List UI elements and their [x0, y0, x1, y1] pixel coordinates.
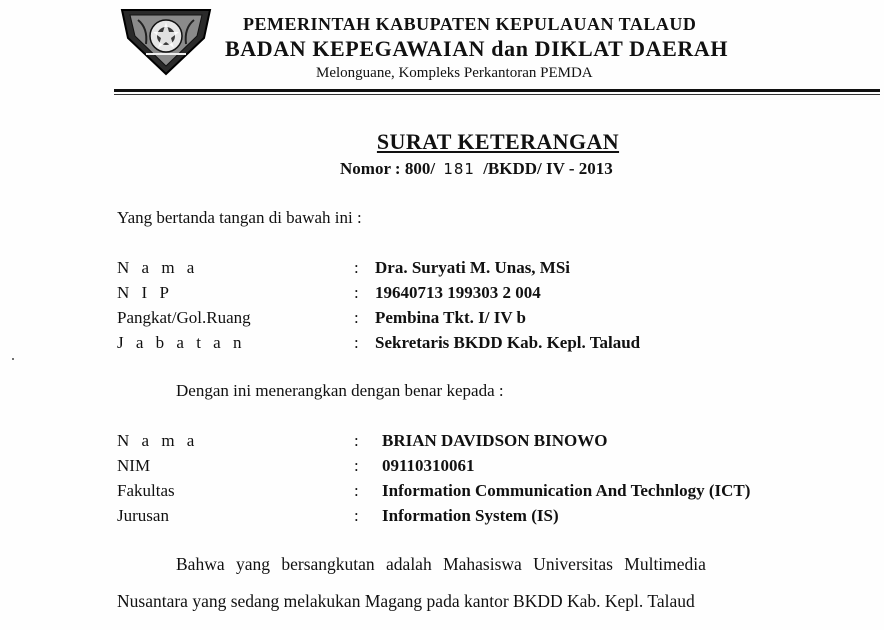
colon-separator: : — [354, 333, 359, 352]
signatory-label-name: N a m a — [117, 258, 199, 277]
body-paragraph-line-1: Bahwa yang bersangkutan adalah Mahasiswa Universitas Multimedia — [176, 554, 706, 574]
colon-separator: : — [354, 308, 359, 327]
subject-value-faculty: Information Communication And Technlogy (ICT) — [382, 481, 751, 500]
subject-label-nim: NIM — [117, 456, 151, 475]
document-number-handwritten: 181 — [443, 160, 475, 178]
document-number — [340, 159, 613, 179]
letterhead-address: Melonguane, Kompleks Perkantoran PEMDA — [316, 65, 593, 81]
colon-separator: : — [354, 258, 359, 277]
signatory-value-position: Sekretaris BKDD Kab. Kepl. Talaud — [375, 333, 641, 352]
signatory-value-nip: 19640713 199303 2 004 — [375, 283, 541, 302]
colon-separator: : — [354, 506, 359, 525]
signatory-label-nip: N I P — [117, 283, 173, 302]
scan-speck — [12, 358, 14, 360]
body-paragraph-line-2: Nusantara yang sedang melakukan Magang pada kantor BKDD Kab. Kepl. Talaud — [117, 591, 695, 611]
regency-emblem-icon — [118, 4, 214, 76]
subject-intro: Dengan ini menerangkan dengan benar kepada : — [176, 381, 504, 400]
signatory-value-rank: Pembina Tkt. I/ IV b — [375, 308, 526, 327]
signatory-label-position: J a b a t a n — [117, 333, 246, 352]
signatory-value-name: Dra. Suryati M. Unas, MSi — [375, 258, 571, 277]
colon-separator: : — [354, 431, 359, 450]
subject-value-nim: 09110310061 — [382, 456, 475, 475]
letterhead-divider-thin — [114, 94, 880, 95]
letterhead-government-name: PEMERINTAH KABUPATEN KEPULAUAN TALAUD — [243, 14, 697, 34]
document-number-prefix: Nomor : 800/ — [340, 159, 436, 178]
colon-separator: : — [354, 456, 359, 475]
subject-value-name: BRIAN DAVIDSON BINOWO — [382, 431, 608, 450]
letterhead-divider-thick — [114, 89, 880, 92]
colon-separator: : — [354, 283, 359, 302]
document-title: SURAT KETERANGAN — [376, 129, 620, 154]
signatory-label-rank: Pangkat/Gol.Ruang — [117, 308, 251, 327]
subject-label-name: N a m a — [117, 431, 199, 450]
letterhead-agency-name: BADAN KEPEGAWAIAN dan DIKLAT DAERAH — [225, 36, 729, 61]
document-number-suffix: /BKDD/ IV - 2013 — [483, 159, 613, 178]
colon-separator: : — [354, 481, 359, 500]
subject-label-major: Jurusan — [117, 506, 169, 525]
subject-value-major: Information System (IS) — [382, 506, 559, 525]
signatory-intro: Yang bertanda tangan di bawah ini : — [117, 208, 362, 227]
subject-label-faculty: Fakultas — [117, 481, 175, 500]
